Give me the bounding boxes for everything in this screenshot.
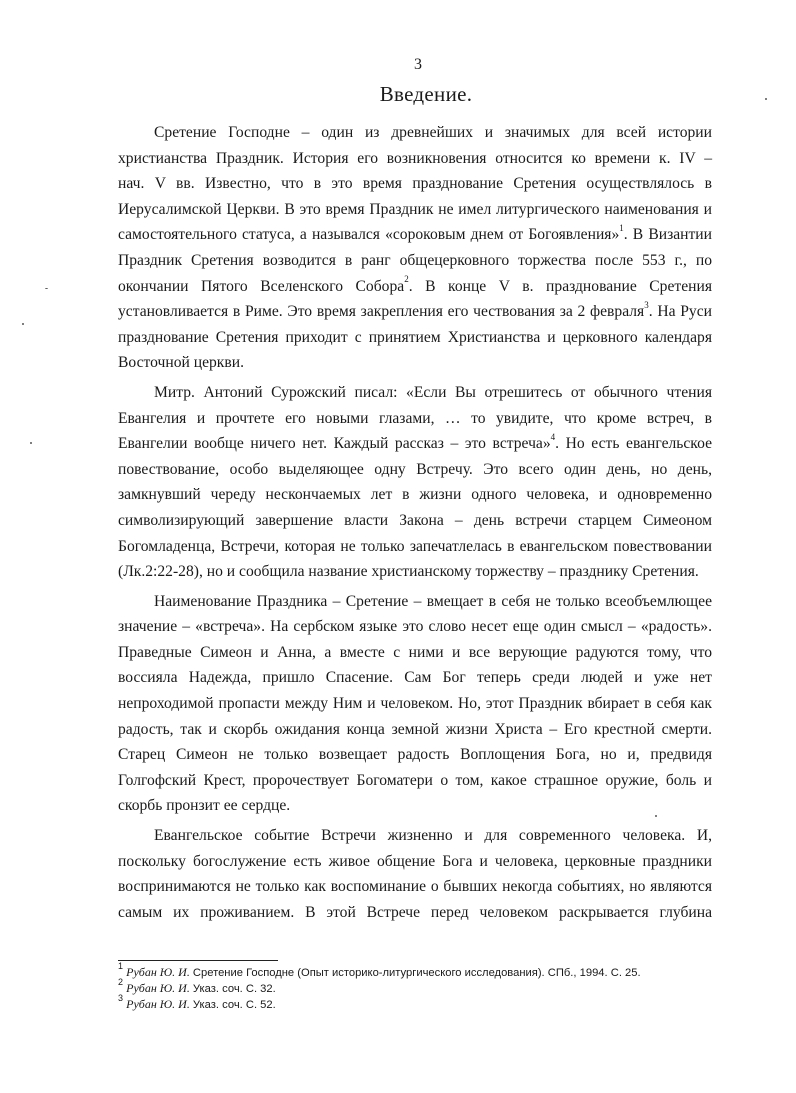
scan-speck	[45, 288, 48, 289]
text-line: Старец Симеон не только возвещает радость Воплощения Бога, но и, предвидя	[118, 746, 712, 764]
text-line: Евангельское событие Встречи жизненно и для современного человека. И,	[154, 827, 712, 845]
paragraph-3	[118, 589, 712, 819]
text-line: радость, так и скорбь ожидания конца земной жизни Христа – Его крестной смерти.	[118, 720, 712, 738]
text-line: христианства Праздник. История его возникновения относится ко времени к. IV –	[118, 149, 712, 167]
text-line: окончании Пятого Вселенского Собора$^2$. В конце V в. празднование Сретения	[118, 274, 712, 295]
footnote-ref: 2	[404, 274, 409, 285]
scan-speck	[765, 98, 767, 100]
text-line: (Лк.2:22-28), но и сообщила название христианскому торжеству – празднику Сретения.	[118, 563, 699, 581]
text-line: Евангелия и прочтете его новыми глазами, … то увидите, что кроме встреч, в	[118, 409, 712, 427]
text-line: Богомладенца, Встречи, которая не только запечатлелась в евангельском повествовании	[118, 537, 712, 555]
text-line: воспринимаются не только как воспоминание о бывших некогда событиях, но являются	[118, 878, 712, 896]
text-line: самостоятельного статуса, а назывался «сороковым днем от Богоявления»$^1$. В Византии	[118, 223, 712, 244]
text-line: непроходимой пропасти между Ним и человеком. Но, этот Праздник вбирает в себя как	[118, 695, 712, 713]
paragraph-4	[118, 823, 712, 925]
text-line: установливается в Риме. Это время закрепления его чествования за 2 февраля$^3$. На Руси	[118, 299, 712, 321]
footnote-ref: 4	[550, 431, 556, 442]
text-line: нач. V вв. Известно, что в это время празднование Сретения осуществлялось в	[118, 175, 712, 193]
text-line: Митр. Антоний Сурожский писал: «Если Вы отрешитесь от обычного чтения	[154, 383, 712, 401]
text-line: празднование Сретения приходит с принятием Христианства и церковного календаря	[118, 328, 712, 346]
scan-speck	[655, 815, 657, 817]
text-line: самым их проживанием. В этой Встрече перед человеком раскрывается глубина	[118, 903, 712, 921]
footnote-3: $^3$ Рубан Ю. И. Указ. соч. С. 52.	[118, 993, 276, 1011]
scan-speck	[30, 442, 32, 444]
text-line: значение – «встреча». На сербском языке это слово несет еще один смысл – «радость».	[118, 618, 712, 636]
text-line: замкнувший череду нескончаемых лет в жизни одного человека, и одновременно	[118, 486, 712, 504]
text-line: Сретение Господне – один из древнейших и значимых для всей истории	[154, 124, 712, 141]
paragraph-1	[118, 120, 712, 376]
text-line: Евангелии вообще ничего нет. Каждый рассказ – это встреча»$^4$. Но есть евангельское	[118, 431, 713, 453]
text-line: скорбь пронзит ее сердце.	[118, 797, 291, 815]
text-line: символизирующий завершение власти Закона – день встречи старцем Симеоном	[118, 511, 712, 529]
body-text	[118, 120, 712, 925]
text-line: Иерусалимской Церкви. В это время Праздник не имел литургического наименования и	[118, 200, 712, 218]
text-line: Восточной церкви.	[118, 354, 244, 372]
paragraph-2	[118, 380, 712, 585]
section-title: Введение.	[379, 82, 473, 106]
footnote-1: $^1$ Рубан Ю. И. Сретение Господне (Опыт историко-литургического исследования). СПб., 1994. С. 25.	[118, 961, 641, 979]
footnote-ref: 1	[619, 223, 624, 234]
text-line: Наименование Праздника – Сретение – вмещает в себя не только всеобъемлющее	[154, 592, 712, 610]
footnote-2: $^2$ Рубан Ю. И. Указ. соч. С. 32.	[118, 977, 276, 995]
text-line: воссияла Надежда, пришло Спасение. Сам Бог теперь среди людей и уже нет	[118, 669, 712, 687]
text-line: Праведные Симеон и Анна, а вместе с ними и все верующие радуются тому, что	[118, 643, 712, 661]
text-line: поскольку богослужение есть живое общение Бога и человека, церковные праздники	[118, 852, 712, 870]
footnote-divider	[118, 960, 278, 961]
text-line: Праздник Сретения возводится в ранг общецерковного торжества после 553 г., по	[118, 251, 712, 269]
text-line: Голгофский Крест, пророчествует Богоматери о том, какое страшное оружие, боль и	[118, 771, 712, 789]
page-number: 3	[414, 56, 422, 73]
text-line: повествование, особо выделяющее одну Встречу. Это всего один день, но день,	[118, 460, 712, 478]
footnotes	[118, 961, 718, 1013]
scan-speck	[22, 323, 24, 325]
footnote-ref: 3	[644, 299, 649, 310]
